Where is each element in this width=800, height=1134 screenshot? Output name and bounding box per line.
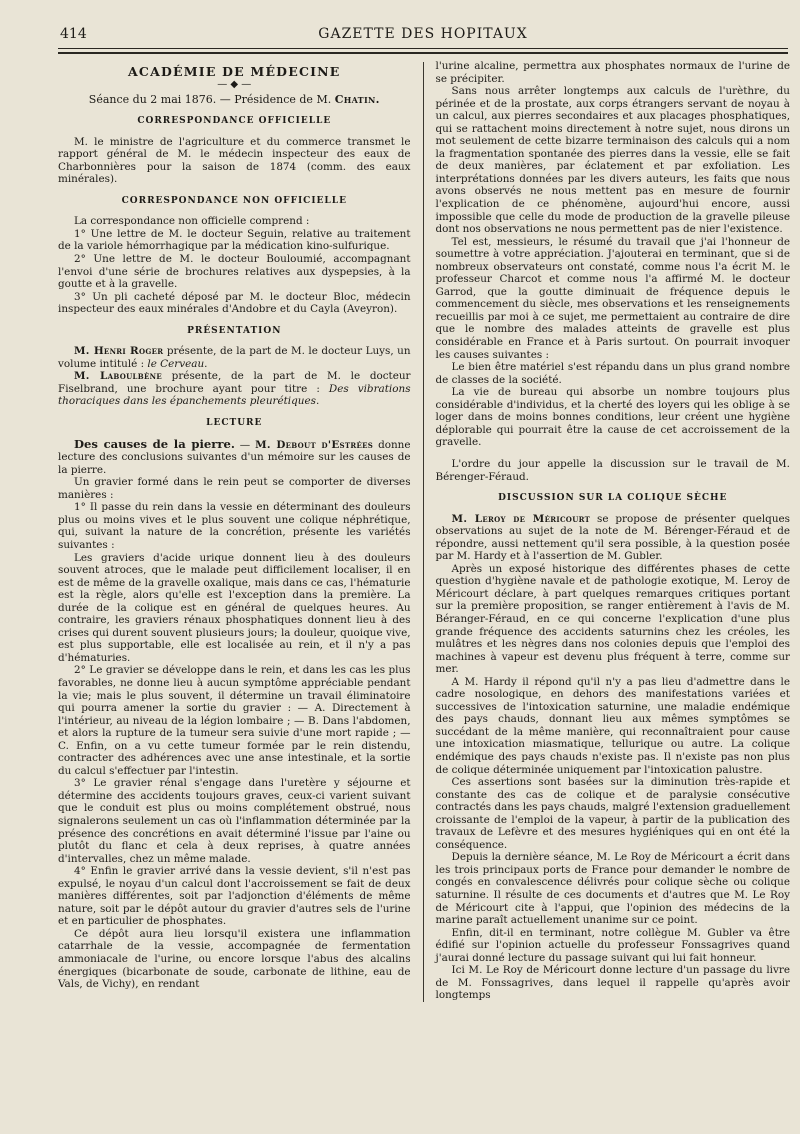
- paragraph: [58, 438, 411, 477]
- ornament: — ◆ —: [217, 78, 252, 90]
- lecture-title: Des causes de la pierre.: [74, 436, 235, 451]
- spacer: [436, 449, 790, 458]
- subhead-correspondance-officielle: CORRESPONDANCE OFFICIELLE: [137, 116, 332, 127]
- paragraph: Le bien être matériel s'est répandu dans un plus grand nombre de classes de la société.: [435, 361, 790, 386]
- dash: —: [234, 438, 256, 451]
- paragraph: 3° Le gravier rénal s'engage dans l'uretère y séjourne et détermine des accidents toujours graves, ceux-ci varient suivant que le conduit est plus ou moins complétement obstrué, nous signalerons seulement un cas où l'inflammation déterminée par la présence des concrétions en avait déterminé l'issue par l'aine ou plutôt du flanc et cela à deux reprises, à quatre années d'intervalles, chez un même malade.: [58, 777, 411, 865]
- right-column: [436, 60, 790, 1002]
- paragraph: Sans nous arrêter longtemps aux calculs de l'urèthre, du périnée et de la prostate, aux corps étrangers servant de noyau à un calcul, aux pierres secondaires et aux placages phosphatiques, qui se rattachent moins directement à notre sujet, nous dirons un mot seulement de cette bizarre terminaison des calculs qui a nom la fragmentation spontanée des pierres dans la vessie, elle se fait de deux manières, par éclatement et par exfoliation. Les interprétations données par les divers auteurs, les faits que nous avons observés ne nous mettent pas en mesure de fournir l'explication de ce phénomène, aujourd'hui encore, aussi impossible que celle du mode de production de la gravelle pileuse dont nos observations ne nous permettent pas de nier l'existence.: [435, 85, 790, 236]
- section-title: ACADÉMIE DE MÉDECINE: [128, 64, 341, 79]
- paragraph: La correspondance non officielle comprend :: [74, 215, 310, 228]
- paragraph: 1° Une lettre de M. le docteur Seguin, relative au traitement de la variole hémorrhagique par la médication kino-sulfurique.: [58, 227, 411, 253]
- speaker-name: M. Henri Roger: [74, 345, 164, 358]
- paragraph: Un gravier formé dans le rein peut se comporter de diverses manières :: [58, 476, 411, 501]
- book-title: le Cerveau.: [147, 357, 208, 370]
- paragraph: M. le ministre de l'agriculture et du commerce transmet le rapport général de M. le médecin inspecteur des eaux de Charbonnières pour la saison de 1874 (comm. des eaux minérales).: [58, 135, 411, 186]
- paragraph: Enfin, dit-il en terminant, notre collègue M. Gubler va être édifié sur l'opinion actuelle du professeur Fonssagrives quand j'aurai donné lecture du passage suivant qui lui fait honneur.: [435, 926, 790, 964]
- paragraph: 1° Il passe du rein dans la vessie en déterminant des douleurs plus ou moins vives et le plus souvent une colique néphrétique, qui, suivant la nature de la concrétion, présente les variétés suivantes :: [58, 501, 411, 551]
- seance-text: Séance du 2 mai 1876. — Présidence de M.: [88, 92, 335, 106]
- page-header: [58, 22, 788, 42]
- speaker-name: M. Laboulbène: [74, 370, 162, 383]
- paragraph: 2° Le gravier se développe dans le rein, et dans les cas les plus favorables, ne donne lieu à aucun symptôme appréciable pendant la vie; mais le plus souvent, il détermine un travail éliminatoire qui pourra amener la sortie du gravier : — A. Directement à l'intérieur, au niveau de la légion lombaire ; — B. Dans l'abdomen, et alors la rupture de la tumeur sera suivie d'une mort rapide ; — C. Enfin, on a vu cette tumeur formée par le rein distendu, contracter des adhérences avec une anse intestinale, et la sortie du calcul s'effectuer par l'intestin.: [58, 664, 411, 777]
- header-rule-thick: [58, 52, 788, 54]
- paragraph: La vie de bureau qui absorbe un nombre toujours plus considérable d'individus, et la cherté des loyers qui les oblige à se loger dans de moins bonnes conditions, leur créent une hygiène déplorable qui pourrait être la cause de cet accroissement de la gravelle.: [435, 386, 790, 449]
- journal-title: GAZETTE DES HOPITAUX: [318, 26, 528, 42]
- seance-line: [58, 94, 411, 107]
- left-column: [58, 60, 411, 1002]
- speaker-name: M. Debout d'Estrées: [255, 438, 374, 451]
- paragraph: Les graviers d'acide urique donnent lieu à des douleurs souvent atroces, que le malade peut difficilement localiser, il en est de même de la gravelle oxalique, mais dans ce cas, l'hématurie est la règle, alors qu'elle est l'exception dans la première. La durée de la colique est en général de quelques heures. Au contraire, les graviers rénaux phosphatiques donnent lieu à des crises qui durent souvent plusieurs jours; la douleur, quoique vive, est plus supportable, elle est localisée au rein, et il n'y a pas d'hématuries.: [58, 551, 411, 664]
- paragraph: Ces assertions sont basées sur la diminution très-rapide et constante des cas de colique et de paralysie consécutive contractés dans les pays chauds, malgré l'extension graduellement croissante de l'emploi de la vapeur, à partir de la publication des travaux de Lefèvre et des mesures hygiéniques qui en ont été la conséquence.: [435, 776, 790, 851]
- paragraph-text: présente, de la part de M. le docteur Luys, un volume intitulé :: [58, 345, 411, 370]
- subhead-presentation: PRÉSENTATION: [187, 325, 282, 336]
- paragraph-text: donne lecture des conclusions suivantes d'un mémoire sur les causes de la pierre.: [58, 438, 411, 476]
- paragraph: A M. Hardy il répond qu'il n'y a pas lieu d'admettre dans le cadre nosologique, en dehors des manifestations variées et successives de l'intoxication saturnine, une maladie endémique des pays chauds, donnant lieu aux mêmes symptômes se succédant de la même manière, qui reconnaîtraient pour cause une intoxication miasmatique, tellurique ou autre. La colique endémique des pays chauds n'existe pas. Il n'existe pas non plus de colique déterminée uniquement par l'intoxication palustre.: [435, 675, 790, 776]
- paragraph: 2° Une lettre de M. le docteur Bouloumié, accompagnant l'envoi d'une série de brochures relatives aux dyspepsies, à la goutte et à la gravelle.: [58, 253, 411, 291]
- column-divider: [423, 62, 424, 1002]
- paragraph: 3° Un pli cacheté déposé par M. le docteur Bloc, médecin inspecteur des eaux minérales d'Andobre et du Cayla (Aveyron).: [58, 290, 411, 316]
- subhead-lecture: LECTURE: [206, 418, 263, 429]
- paragraph: Ce dépôt aura lieu lorsqu'il existera une inflammation catarrhale de la vessie, accompagnée de fermentation ammoniacale de l'urine, ou encore lorsque l'abus des alcalins énergiques (bicarbonate de soude, carbonate de lithine, eau de Vals, de Vichy), en rendant: [58, 927, 411, 991]
- speaker-name: M. Leroy de Méricourt: [451, 512, 591, 525]
- subhead-discussion: DISCUSSION SUR LA COLIQUE SÈCHE: [498, 493, 728, 504]
- president-name: Chatin.: [334, 92, 380, 106]
- paragraph: 4° Enfin le gravier arrivé dans la vessie devient, s'il n'est pas expulsé, le noyau d'un calcul dont l'accroissement se fait de deux manières différentes, soit par l'adjonction d'éléments de même nature, soit par le dépôt autour du gravier d'autres sels de l'urine et en particulier de phosphates.: [58, 865, 411, 928]
- paragraph: Depuis la dernière séance, M. Le Roy de Méricourt a écrit dans les trois principaux ports de France pour demander le nombre de congés en convalescence délivrés pour colique sèche ou colique saturnine. Il résulte de ces documents et d'autres que M. Le Roy de Méricourt cite à l'appui, que l'opinion des médecins de la marine paraît actuellement unanime sur ce point.: [435, 851, 790, 927]
- paragraph: Après un exposé historique des différentes phases de cette question d'hygiène navale et de pathologie exotique, M. Leroy de Méricourt déclare, à part quelques remarques critiques portant sur la première proposition, se ranger entièrement à l'avis de M. Béranger-Féraud, en ce qui concerne l'explication d'une plus grande fréquence des accidents saturnins chez les créoles, les mulâtres et les nègres dans nos colonies depuis que l'emploi des machines à vapeur est devenu plus fréquent à terre, comme sur mer.: [435, 562, 790, 676]
- paragraph: Ici M. Le Roy de Méricourt donne lecture d'un passage du livre de M. Fonssagrives, dans lequel il rappelle qu'après avoir longtemps: [435, 964, 790, 1002]
- paragraph: Tel est, messieurs, le résumé du travail que j'ai l'honneur de soumettre à votre appréciation. J'ajouterai en terminant, que si de nombreux observateurs ont constaté, comme nous l'a écrit M. le professeur Charcot et comme nous l'a affirmé M. le docteur Garrod, que la goutte diminuait de fréquence depuis le commencement du siècle, mes observations et les renseignements recueillis par moi à ce sujet, me permettaient au contraire de dire que le nombre des malades atteints de gravelle est plus considérable en France et à Paris surtout. On pourrait invoquer les causes suivantes :: [435, 235, 790, 361]
- book-title: Des vibrations thoraciques dans les épanchements pleurétiques.: [58, 382, 411, 408]
- paragraph-text: se propose de présenter quelques observations au sujet de la note de M. Bérenger-Féraud et de répondre, aussi nettement qu'il sera possible, à la question posée par M. Hardy et à l'assertion de M. Gubler.: [435, 512, 790, 563]
- article-columns: [58, 60, 790, 1002]
- page-number: 414: [60, 26, 87, 42]
- paragraph: [58, 370, 411, 408]
- header-rule: [58, 48, 788, 49]
- paragraph: l'urine alcaline, permettra aux phosphates normaux de l'urine de se précipiter.: [435, 60, 790, 85]
- paragraph: [436, 513, 790, 563]
- paragraph: L'ordre du jour appelle la discussion sur le travail de M. Bérenger-Féraud.: [435, 457, 790, 483]
- paragraph: [58, 345, 411, 370]
- paragraph-text: présente, de la part de M. le docteur Fiselbrand, une brochure ayant pour titre :: [58, 370, 411, 395]
- subhead-correspondance-non-officielle: CORRESPONDANCE NON OFFICIELLE: [121, 195, 347, 206]
